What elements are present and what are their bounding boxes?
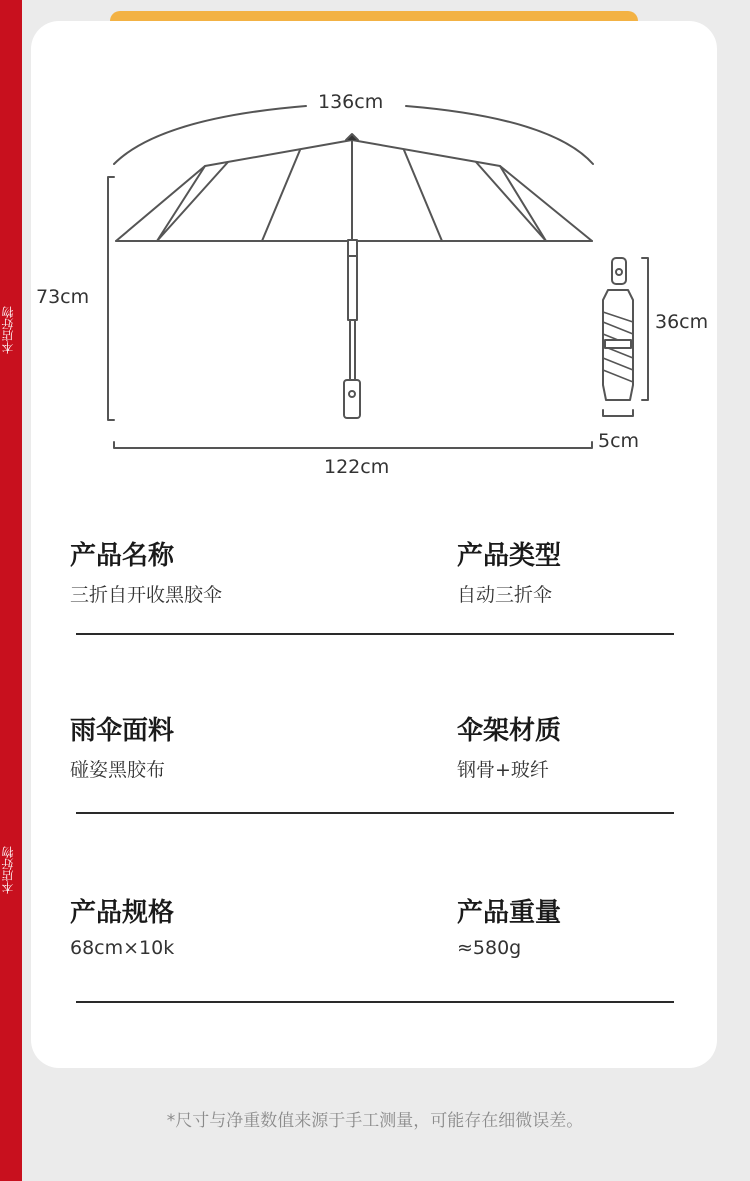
spec-value-frame: 钢骨+玻纤 bbox=[457, 759, 549, 781]
divider bbox=[76, 812, 674, 814]
height-label: 73cm bbox=[36, 286, 90, 308]
spec-value-product-type: 自动三折伞 bbox=[457, 584, 553, 606]
width-top-arc-left bbox=[114, 106, 306, 164]
side-label-top: 本店好物 bbox=[1, 306, 15, 354]
spec-value-weight: ≈580g bbox=[457, 937, 522, 959]
divider bbox=[76, 633, 674, 635]
spec-title-fabric: 雨伞面料 bbox=[70, 716, 175, 746]
width-top-label: 136cm bbox=[318, 91, 384, 113]
spec-value-product-name: 三折自开收黑胶伞 bbox=[70, 584, 223, 606]
spec-title-product-type: 产品类型 bbox=[457, 541, 562, 571]
folded-diameter-label: 5cm bbox=[598, 430, 640, 452]
side-label-bottom: 本店好物 bbox=[1, 846, 15, 894]
canopy-outline bbox=[116, 140, 592, 241]
divider bbox=[76, 1001, 674, 1003]
width-bottom-label: 122cm bbox=[324, 456, 390, 478]
spec-value-fabric: 碰姿黑胶布 bbox=[70, 759, 166, 781]
spec-title-product-name: 产品名称 bbox=[70, 541, 175, 571]
umbrella-diagram bbox=[0, 0, 750, 500]
spec-title-weight: 产品重量 bbox=[457, 898, 562, 928]
footnote: *尺寸与净重数值来源于手工测量，可能存在细微误差。 bbox=[166, 1111, 584, 1131]
folded-diameter-dimension-line bbox=[603, 410, 633, 416]
spec-title-frame: 伞架材质 bbox=[457, 716, 562, 746]
spec-title-size: 产品规格 bbox=[70, 898, 175, 928]
folded-length-label: 36cm bbox=[655, 311, 709, 333]
folded-length-dimension-line bbox=[642, 258, 648, 400]
spec-value-size: 68cm×10k bbox=[70, 937, 175, 959]
width-bottom-dimension-line bbox=[114, 442, 592, 448]
height-dimension-line bbox=[108, 177, 114, 420]
